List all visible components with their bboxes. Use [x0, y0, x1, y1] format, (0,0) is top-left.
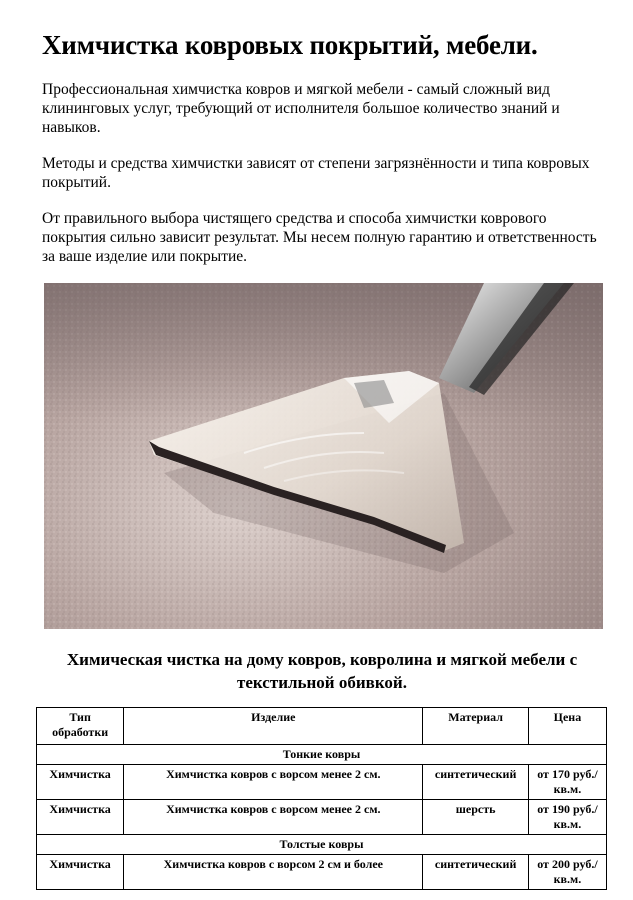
section-label: Тонкие ковры — [37, 745, 607, 765]
cell-material: синтетический — [423, 765, 528, 800]
price-table — [36, 707, 607, 890]
guarantee-paragraph: От правильного выбора чистящего средства и способа химчистки коврового покрытия сильно зависит результат. Мы несем полную гарантию и ответственность за ваше изделие или покрытие. — [42, 210, 597, 265]
table-row — [37, 800, 607, 835]
table-row — [37, 855, 607, 890]
cell-material: шерсть — [423, 800, 528, 835]
cell-material: синтетический — [423, 855, 528, 890]
section-row-thick-carpets — [37, 835, 607, 855]
cell-type: Химчистка — [37, 765, 124, 800]
cell-item: Химчистка ковров с ворсом 2 см и более — [124, 855, 423, 890]
header-price: Цена — [528, 708, 606, 745]
header-item: Изделие — [124, 708, 423, 745]
carpet-cleaning-photo — [44, 283, 603, 629]
header-material: Материал — [423, 708, 528, 745]
methods-paragraph: Методы и средства химчистки зависят от степени загрязнённости и типа ковровых покрытий. — [42, 155, 590, 191]
cell-type: Химчистка — [37, 800, 124, 835]
section-label: Толстые ковры — [37, 835, 607, 855]
table-row — [37, 765, 607, 800]
intro-paragraph: Профессиональная химчистка ковров и мягкой мебели - самый сложный вид клининговых услуг, требующий от исполнителя большое количество знаний и навыков. — [42, 81, 560, 136]
header-type: Тип обработки — [37, 708, 124, 745]
cell-price: от 170 руб./кв.м. — [528, 765, 606, 800]
table-header-row — [37, 708, 607, 745]
cell-type: Химчистка — [37, 855, 124, 890]
section-row-thin-carpets — [37, 745, 607, 765]
price-section-title: Химическая чистка на дому ковров, ковролина и мягкой мебели с текстильной обивкой. — [66, 650, 578, 692]
cell-price: от 200 руб./кв.м. — [528, 855, 606, 890]
page-title: Химчистка ковровых покрытий, мебели. — [42, 30, 538, 60]
cell-price: от 190 руб./кв.м. — [528, 800, 606, 835]
cell-item: Химчистка ковров с ворсом менее 2 см. — [124, 765, 423, 800]
cell-item: Химчистка ковров с ворсом менее 2 см. — [124, 800, 423, 835]
